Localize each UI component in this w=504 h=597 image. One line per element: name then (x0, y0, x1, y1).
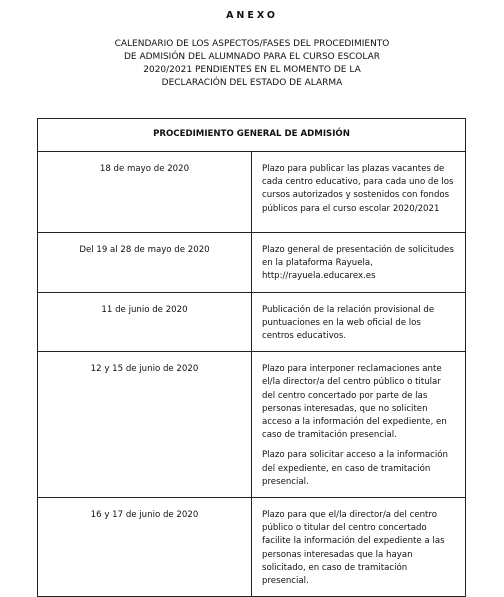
description-paragraph: Publicación de la relación provisional de puntuaciones en la web oficial de los centros educativos. (262, 304, 435, 342)
admission-calendar-table (37, 118, 466, 597)
description-paragraph: Plazo para interponer reclamaciones ante el/la director/a del centro público o titular del centro concertado por parte de las personas interesadas, que no soliciten acceso a la información del expediente, en caso de tramitación presencial. (262, 364, 447, 441)
heading-line: 2020/2021 PENDIENTES EN EL MOMENTO DE LA (143, 65, 361, 75)
heading-line: CALENDARIO DE LOS ASPECTOS/FASES DEL PROCEDIMIENTO (114, 39, 390, 49)
table-header: PROCEDIMIENTO GENERAL DE ADMISIÓN (38, 119, 466, 152)
description-paragraph: Plazo para solicitar acceso a la información del expediente, en caso de tramitación presencial. (262, 450, 448, 487)
row-date: 16 y 17 de junio de 2020 (38, 498, 252, 597)
table-row (38, 498, 466, 597)
description-paragraph: Plazo general de presentación de solicitudes en la plataforma Rayuela, http://rayuela.educarex.es (262, 245, 454, 282)
document-heading (60, 38, 444, 90)
row-date: 11 de junio de 2020 (38, 292, 252, 352)
table-row (38, 233, 466, 293)
heading-line: DECLARACIÓN DEL ESTADO DE ALARMA (161, 78, 343, 88)
table-row (38, 292, 466, 352)
table-row (38, 352, 466, 498)
description-paragraph: Plazo para que el/la director/a del centro público o titular del centro concertado facilite la información del expediente a las personas interesadas que la hayan solicitado, en caso de tramitación presencial. (262, 510, 445, 587)
row-description (252, 352, 466, 498)
row-description (252, 292, 466, 352)
row-date: Del 19 al 28 de mayo de 2020 (38, 233, 252, 293)
table-row (38, 152, 466, 233)
row-description (252, 498, 466, 597)
row-description (252, 233, 466, 293)
description-paragraph: Plazo para publicar las plazas vacantes de cada centro educativo, para cada uno de los cursos autorizados y sostenidos con fondos públicos para el curso escolar 2020/2021 (262, 164, 454, 214)
row-date: 12 y 15 de junio de 2020 (38, 352, 252, 498)
annex-title: ANEXO (226, 10, 278, 21)
row-description (252, 152, 466, 233)
heading-line: DE ADMISIÓN DEL ALUMNADO PARA EL CURSO ESCOLAR (123, 52, 381, 62)
row-date: 18 de mayo de 2020 (38, 152, 252, 233)
